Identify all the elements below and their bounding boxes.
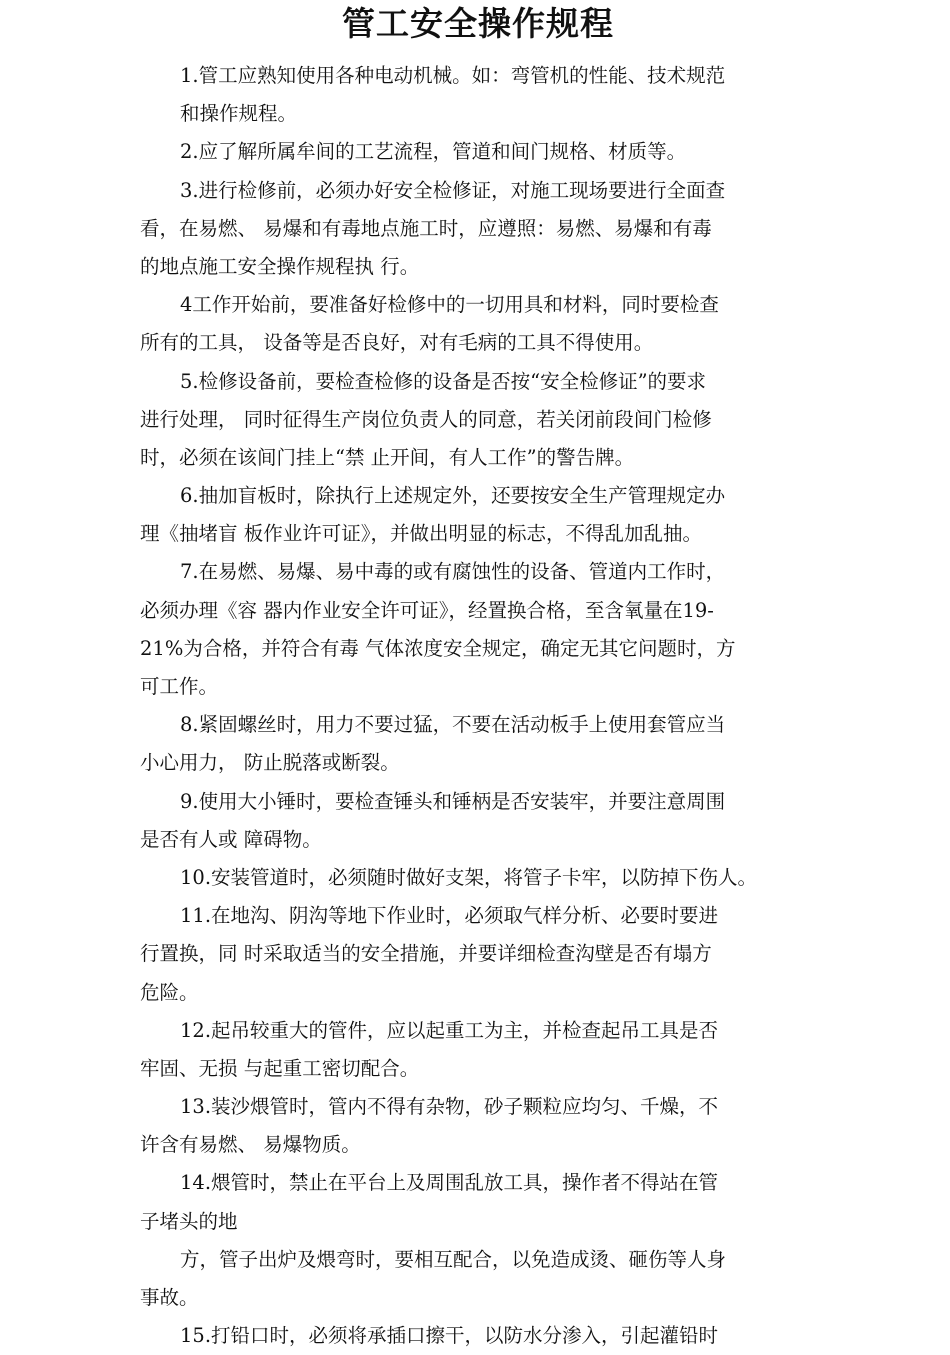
paragraph-line: 11.在地沟、阴沟等地下作业时，必须取气样分析、必要时要进 <box>180 904 719 928</box>
paragraph-line: 是否有人或 障碍物。 <box>140 827 322 851</box>
paragraph-line: 6.抽加盲板时，除执行上述规定外，还要按安全生产管理规定办 <box>180 484 726 508</box>
paragraph-12 <box>140 1012 840 1088</box>
paragraph-line: 5.检修设备前，要检查检修的设备是否按“安全检修证”的要求 <box>180 369 707 393</box>
paragraph-4 <box>140 286 840 362</box>
paragraph-line: 12.起吊较重大的管件，应以起重工为主，并检查起吊工具是否 <box>180 1018 719 1042</box>
paragraph-line: 15.打铅口时，必须将承插口擦干，以防水分渗入，引起灌铅时 <box>180 1324 719 1348</box>
paragraph-15 <box>140 1241 840 1317</box>
paragraph-line: 的地点施工安全操作规程执 行。 <box>140 254 420 278</box>
paragraph-line: 行置换，同 时采取适当的安全措施，并要详细检查沟壁是否有塌方 <box>140 942 712 966</box>
paragraph-5 <box>140 363 840 478</box>
paragraph-13 <box>140 1088 840 1164</box>
paragraph-line: 4工作开始前，要准备好检修中的一切用具和材料，同时要检查 <box>180 293 719 317</box>
paragraph-line: 事故。 <box>140 1286 199 1309</box>
paragraph-14 <box>140 1164 840 1240</box>
paragraph-line: 9.使用大小锤时，要检查锤头和锤柄是否安装牢，并要注意周围 <box>180 789 726 813</box>
paragraph-line: 可工作。 <box>140 675 219 698</box>
document-title: 管工安全操作规程 <box>342 4 614 43</box>
paragraph-line: 理《抽堵盲 板作业许可证》，并做出明显的标志，不得乱加乱抽。 <box>140 522 702 546</box>
paragraph-line: 3.进行检修前，必须办好安全检修证，对施工现场要进行全面查 <box>180 178 726 202</box>
paragraph-line: 13.装沙煨管时，管内不得有杂物，砂子颗粒应均匀、千燥，不 <box>180 1095 719 1119</box>
paragraph-line: 危险。 <box>140 980 199 1004</box>
paragraph-line: 进行处理， 同时征得生产岗位负责人的同意，若关闭前段间门检修 <box>140 407 712 431</box>
paragraph-line: 1.管工应熟知使用各种电动机械。如：弯管机的性能、技术规范 <box>180 64 726 87</box>
paragraph-line: 14.煨管时，禁止在平台上及周围乱放工具，操作者不得站在管 <box>180 1171 719 1195</box>
paragraph-7 <box>140 553 840 706</box>
paragraph-2 <box>140 133 840 171</box>
paragraph-line: 许含有易燃、 易爆物质。 <box>140 1133 361 1157</box>
paragraph-line: 方，管子出炉及煨弯时，要相互配合，以免造成烫、砸伤等人身 <box>180 1247 727 1271</box>
paragraph-line: 8.紧固螺丝时，用力不要过猛，不要在活动板手上使用套管应当 <box>180 713 726 737</box>
paragraph-line: 7.在易燃、易爆、易中毒的或有腐蚀性的设备、管道内工作时， <box>180 560 726 584</box>
paragraph-1 <box>140 57 840 133</box>
paragraph-line: 必须办理《容 器内作业安全许可证》，经置换合格，至含氧量在19- <box>140 598 714 622</box>
paragraph-11 <box>140 897 840 1012</box>
paragraph-line: 时，必须在该间门挂上“禁 止开间，有人工作”的警告牌。 <box>140 445 635 469</box>
paragraph-line: 所有的工具， 设备等是否良好，对有毛病的工具不得使用。 <box>140 331 654 355</box>
paragraph-10 <box>140 859 840 897</box>
paragraph-line: 2.应了解所属牟间的工艺流程，管道和间门规格、材质等。 <box>180 140 687 164</box>
paragraph-3 <box>140 172 840 287</box>
paragraph-line: 和操作规程。 <box>180 102 298 126</box>
paragraph-line: 21%为合格，并符合有毒 气体浓度安全规定，确定无其它问题时，方 <box>140 636 736 660</box>
document-body <box>140 57 840 1355</box>
paragraph-9 <box>140 783 840 859</box>
paragraph-6 <box>140 477 840 553</box>
paragraph-line: 牢固、无损 与起重工密切配合。 <box>140 1056 420 1080</box>
paragraph-line: 子堵头的地 <box>140 1209 238 1233</box>
paragraph-line: 看，在易燃、 易爆和有毒地点施工时，应遵照：易燃、易爆和有毒 <box>140 216 712 240</box>
paragraph-8 <box>140 706 840 782</box>
paragraph-line: 10.安装管道时，必须随时做好支架，将管子卡牢，以防掉下伤人。 <box>180 865 758 889</box>
paragraph-16 <box>140 1317 840 1355</box>
paragraph-line: 小心用力， 防止脱落或断裂。 <box>140 751 400 775</box>
